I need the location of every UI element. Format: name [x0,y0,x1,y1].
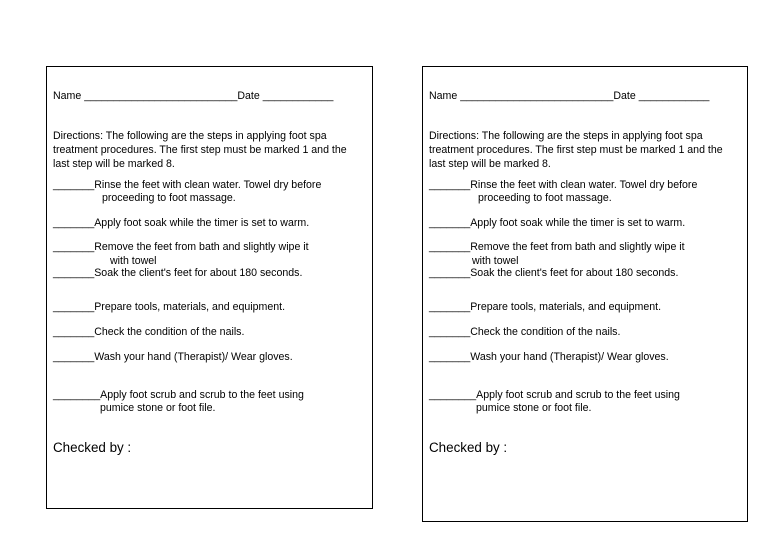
step-item: _______Wash your hand (Therapist)/ Wear gloves. [429,351,669,363]
step-item-continuation: proceeding to foot massage. [102,192,236,204]
directions-line: Directions: The following are the steps in applying foot spa [429,130,703,142]
directions-line: last step will be marked 8. [53,158,175,170]
step-item-continuation: proceeding to foot massage. [478,192,612,204]
directions-line: Directions: The following are the steps in applying foot spa [53,130,327,142]
step-item: ________Apply foot scrub and scrub to the feet using [429,389,680,401]
checked-by-label: Checked by : [429,440,508,455]
step-item: _______Prepare tools, materials, and equipment. [53,301,286,313]
step-item-continuation: with towel [472,255,519,267]
step-item: _______Rinse the feet with clean water. Towel dry before [429,179,698,191]
step-item: _______Check the condition of the nails. [53,326,245,338]
step-item: _______Remove the feet from bath and slightly wipe it [53,241,309,253]
name-date-line: Name __________________________Date ____________ [429,90,710,102]
step-item-continuation: pumice stone or foot file. [100,402,216,414]
step-item-continuation: pumice stone or foot file. [476,402,592,414]
step-item: _______Apply foot soak while the timer is set to warm. [53,217,310,229]
step-item: _______Check the condition of the nails. [429,326,621,338]
worksheet-left [46,66,373,509]
name-date-line: Name __________________________Date ____________ [53,90,334,102]
step-item: _______Apply foot soak while the timer is set to warm. [429,217,686,229]
step-item: _______Rinse the feet with clean water. Towel dry before [53,179,322,191]
step-item-continuation: with towel [110,255,157,267]
step-item: _______Prepare tools, materials, and equipment. [429,301,662,313]
step-item: _______Remove the feet from bath and slightly wipe it [429,241,685,253]
step-item: _______Soak the client's feet for about 180 seconds. [429,267,679,279]
step-item: _______Soak the client's feet for about 180 seconds. [53,267,303,279]
worksheet-right [422,66,748,522]
directions-line: treatment procedures. The first step must be marked 1 and the [53,144,347,156]
checked-by-label: Checked by : [53,440,132,455]
step-item: _______Wash your hand (Therapist)/ Wear gloves. [53,351,293,363]
directions-line: treatment procedures. The first step must be marked 1 and the [429,144,723,156]
directions-line: last step will be marked 8. [429,158,551,170]
step-item: ________Apply foot scrub and scrub to the feet using [53,389,304,401]
